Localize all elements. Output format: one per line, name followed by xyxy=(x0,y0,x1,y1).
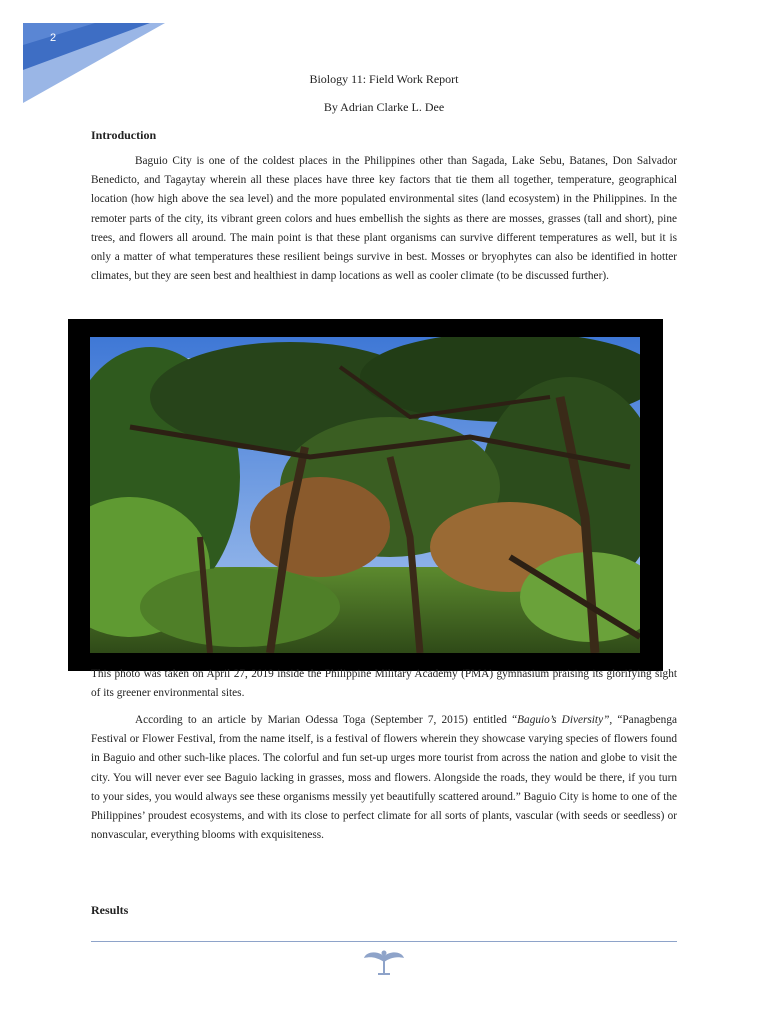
article-title-text: Baguio’s Diversity”, xyxy=(517,714,613,726)
fleur-ornament-icon xyxy=(362,948,406,976)
photo-frame xyxy=(68,319,663,671)
photo-caption: This photo was taken on April 27, 2019 inside the Philippine Military Academy (PMA) gymnasium praising its glorifying sight of its greener environmental sites. xyxy=(91,668,677,700)
corner-decoration xyxy=(0,0,180,110)
intro-paragraph: Baguio City is one of the coldest places in the Philippines other than Sagada, Lake Sebu, Batanes, Don Salvador Benedicto, and Tagaytay wherein all these places have three key factors that tie them all together, temperature, geographical location (how high above the sea level) and the more populated environmental sites (land ecosystem) in the Philippines. In the remoter parts of the city, its vibrant green colors and hues embellish the sights as there are mosses, grasses (tall and short), pine trees, and flowers all around. The main point is that these plant organisms can survive different temperatures as well, but it is only a matter of what temperatures these resilient beings survive in best. Mosses or bryophytes can also be identified in hotter climates, but they are seen best and healthiest in damp locations as well as cooler climate (to be discussed further). xyxy=(91,155,677,283)
results-heading: Results xyxy=(91,903,129,917)
document-author: By Adrian Clarke L. Dee xyxy=(323,100,445,114)
article-body-text: “Panagbenga Festival or Flower Festival, from the name itself, is a festival of flowers wherein they showcase varying species of flowers found in Baguio and other such-like places. The colorful and fun set-up urges more tourist from across the nation and globe to visit the city. You will never ever see Baguio lacking in grasses, moss and flowers. Alongside the roads, they would be there, if you turn to your sides, you would always see these organisms messily yet beautifully scattered around.” Baguio City is home to one of the Philippines’ proudest ecosystems, and with its close to perfect climate for all sorts of plants, vascular (with seeds or seedless) or nonvascular, everything blooms with exquisiteness. xyxy=(91,714,677,842)
footer-divider xyxy=(91,941,677,942)
article-intro-text: According to an article by Marian Odessa Toga (September 7, 2015) entitled “ xyxy=(135,714,518,726)
introduction-heading: Introduction xyxy=(91,128,157,142)
forest-photo xyxy=(90,337,640,653)
page-number: 2 xyxy=(50,32,57,44)
article-paragraph xyxy=(91,711,677,845)
document-title: Biology 11: Field Work Report xyxy=(309,72,459,86)
